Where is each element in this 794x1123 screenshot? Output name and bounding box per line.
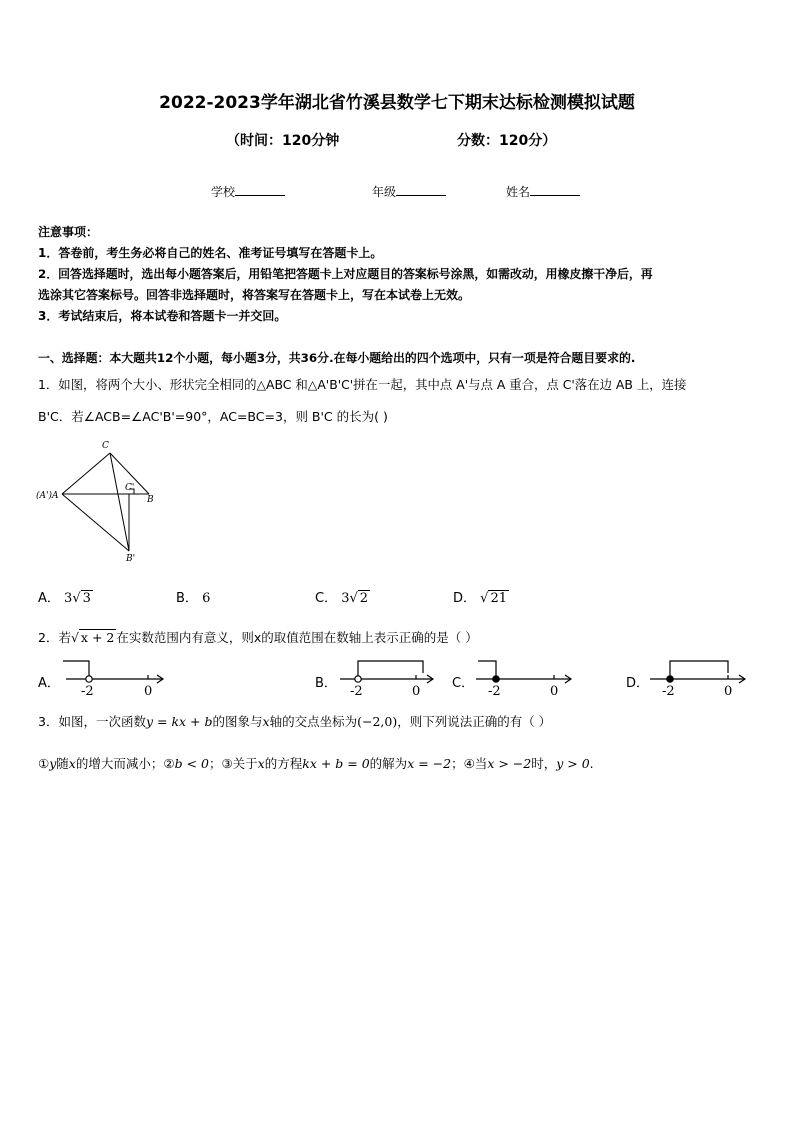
q2-option-a-letter[interactable]: A． [38, 676, 60, 691]
grade-label: 年级 [372, 185, 397, 199]
q2-option-a-numberline [58, 655, 170, 697]
label-b: B [147, 495, 154, 505]
school-field [211, 183, 285, 200]
s3-text2: 的方程 [264, 756, 303, 771]
radicand: 2 [359, 591, 369, 606]
q1-option-a[interactable] [38, 587, 93, 606]
q3-suffix: ，则下列说法正确的有（ ） [397, 714, 552, 729]
closed-dot [667, 676, 673, 682]
label-c: C [102, 441, 109, 451]
tick-label-0: 0 [550, 684, 559, 697]
s1-y: y [49, 756, 57, 771]
s4-cond: x > −2 [487, 756, 532, 771]
tick-label-neg2: -2 [662, 684, 675, 697]
edge-ab-prime [62, 494, 129, 551]
s3-x: x [257, 756, 265, 771]
radicand: 21 [490, 591, 507, 606]
school-blank [235, 183, 285, 196]
label-a: (A')A [36, 491, 59, 501]
edge-ac [62, 453, 110, 494]
page-title: 2022-2023学年湖北省竹溪县数学七下期末达标检测模拟试题 [159, 93, 635, 113]
grade-field [372, 183, 446, 200]
s2-expr: b < 0 [174, 756, 209, 771]
tick-label-0: 0 [724, 684, 733, 697]
option-letter: A． [38, 591, 60, 606]
q1-figure [34, 438, 164, 566]
q2-option-c-letter[interactable]: C． [452, 676, 475, 691]
s4-end: . [589, 756, 594, 771]
label-b-prime: B' [126, 554, 136, 564]
radicand: 3 [82, 591, 91, 606]
q2-option-d-letter[interactable]: D． [626, 676, 650, 691]
notice-item-2b: 选涂其它答案标号。回答非选择题时，将答案写在答题卡上，写在本试卷上无效。 [38, 288, 471, 302]
option-value: 6 [202, 591, 211, 606]
name-label: 姓名 [506, 185, 531, 199]
q3-statements [38, 754, 594, 772]
open-dot [86, 676, 92, 682]
range-bracket [478, 661, 496, 679]
q1-option-c[interactable] [315, 587, 370, 606]
school-label: 学校 [211, 185, 236, 199]
coefficient: 3 [341, 591, 350, 606]
q1-option-b[interactable] [176, 587, 210, 606]
notice-item-3: 3．考试结束后，将本试卷和答题卡一并交回。 [38, 309, 287, 323]
q1-text-line2: B'C．若∠ACB=∠AC'B'=90°，AC=BC=3，则 B'C 的长为( ) [38, 409, 388, 424]
s1-x: x [68, 756, 76, 771]
q2-option-b-letter[interactable]: B． [315, 676, 337, 691]
notice-item-2a: 2．回答选择题时，选出每小题答案后，用铅笔把答题卡上对应题目的答案标号涂黑，如需改动，用橡皮擦干净后，再 [38, 267, 653, 281]
q2-suffix: 在实数范围内有意义，则x的取值范围在数轴上表示正确的是（ ） [116, 630, 478, 645]
closed-dot [493, 676, 499, 682]
sqrt-icon: √ [70, 630, 79, 645]
s4-text2: 时， [531, 756, 557, 771]
section-heading: 一、选择题：本大题共12个小题，每小题3分，共36分.在每小题给出的四个选项中，只有一项是符合题目要求的. [38, 351, 636, 365]
q3-mid: 的图象与 [212, 714, 263, 729]
s1-text: 随 [56, 756, 69, 771]
name-blank [530, 183, 580, 196]
s3-eq: kx + b = 0 [302, 756, 370, 771]
q3-mid2: 轴的交点坐标为 [269, 714, 358, 729]
tick-label-neg2: -2 [488, 684, 501, 697]
s3-solution: x = −2 [407, 756, 452, 771]
s4-text: ；④当 [451, 756, 488, 771]
q3-xvar: x [262, 714, 270, 729]
s4-result: y > 0 [556, 756, 590, 771]
option-letter: C． [315, 591, 338, 606]
q2-text [38, 628, 478, 646]
grade-blank [396, 183, 446, 196]
q2-option-c-numberline [474, 655, 578, 697]
tick-label-0: 0 [144, 684, 153, 697]
tick-label-neg2: -2 [81, 684, 94, 697]
label-c-prime: C' [125, 483, 135, 493]
tick-label-0: 0 [412, 684, 421, 697]
q2-prefix: 2．若 [38, 630, 71, 645]
exam-score: 分数：120分） [457, 133, 557, 149]
s1-text2: 的增大而减小；② [75, 756, 175, 771]
sqrt-icon: √ [480, 591, 489, 606]
option-letter: D． [453, 591, 477, 606]
sqrt-icon: √ [72, 591, 81, 606]
q2-option-b-numberline [338, 655, 438, 697]
range-bracket [670, 661, 728, 679]
s1-num: ① [38, 756, 50, 771]
range-bracket [63, 661, 89, 679]
q2-radicand: x + 2 [80, 630, 115, 645]
q3-prefix: 3．如图，一次函数 [38, 714, 146, 729]
s3-text: ；③关于 [208, 756, 258, 771]
q1-text-line1: 1．如图，将两个大小、形状完全相同的△ABC 和△A'B'C'拼在一起，其中点 A'与点 A 重合，点 C'落在边 AB 上，连接 [38, 377, 687, 392]
sqrt-icon: √ [349, 591, 358, 606]
q3-function: y = kx + b [145, 714, 213, 729]
notice-heading: 注意事项： [38, 225, 99, 239]
open-dot [355, 676, 361, 682]
exam-time: （时间：120分钟 [226, 133, 340, 149]
tick-label-neg2: -2 [350, 684, 363, 697]
coefficient: 3 [64, 591, 73, 606]
q3-point: (−2,0) [357, 714, 398, 729]
name-field [506, 183, 580, 200]
option-letter: B． [176, 591, 198, 606]
edge-b-prime-c [110, 453, 129, 551]
range-bracket [358, 661, 423, 679]
q3-text [38, 712, 551, 730]
notice-item-1: 1．答卷前，考生务必将自己的姓名、准考证号填写在答题卡上。 [38, 246, 383, 260]
q1-option-d[interactable] [453, 587, 509, 606]
q2-option-d-numberline [648, 655, 750, 697]
s3-text3: 的解为 [369, 756, 408, 771]
